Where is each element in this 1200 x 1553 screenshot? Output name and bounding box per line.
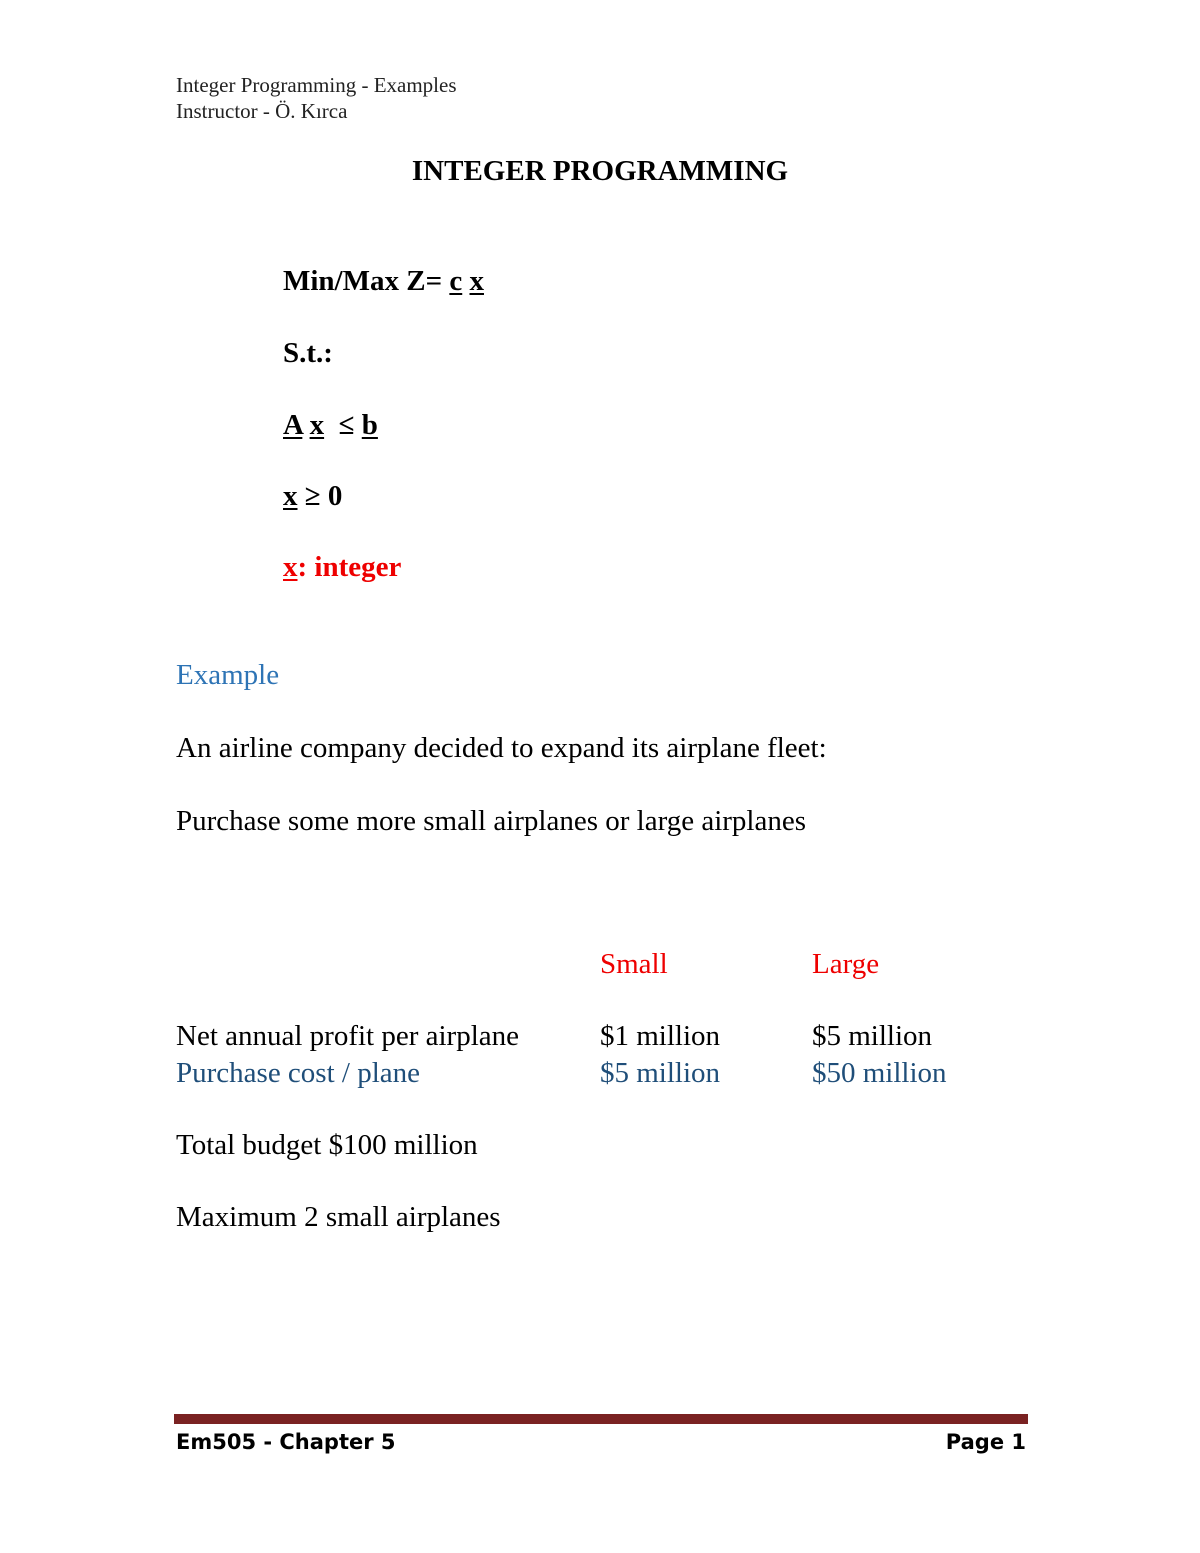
nonneg-relation: ≥ 0 [297,480,343,512]
constraint-relation: ≤ [324,409,362,441]
subject-to-label: S.t.: [283,337,333,369]
nonnegativity-constraint [283,479,342,513]
total-budget: Total budget $100 million [176,1129,478,1161]
table-row-profit-label: Net annual profit per airplane [176,1020,520,1052]
footer-page-number: Page 1 [945,1430,1026,1454]
example-line-1: An airline company decided to expand its airplane fleet: [176,732,827,764]
footer-rule [174,1414,1028,1424]
integer-x-vector: x [283,551,298,583]
max-small-airplanes: Maximum 2 small airplanes [176,1201,501,1233]
objective-x-vector: x [469,265,484,297]
constraint-a-matrix: A [283,409,303,441]
table-row-profit-small: $1 million [600,1020,721,1052]
integer-label: : integer [297,551,402,583]
constraint-ax-le-b [283,408,378,442]
integer-constraint [283,550,401,584]
header-line-2: Instructor - Ö. Kırca [176,99,348,123]
constraint-x-vector: x [309,409,325,441]
table-header-large: Large [812,948,880,980]
example-heading: Example [176,659,280,691]
example-line-2: Purchase some more small airplanes or large airplanes [176,805,806,837]
footer-chapter: Em505 - Chapter 5 [176,1430,396,1454]
table-row-cost-small: $5 million [600,1057,721,1089]
objective-function [283,264,484,298]
table-row-profit-large: $5 million [812,1020,933,1052]
page-title: INTEGER PROGRAMMING [411,155,789,187]
constraint-b-vector: b [361,409,378,441]
table-row-cost-large: $50 million [812,1057,947,1089]
header-line-1: Integer Programming - Examples [176,73,457,97]
objective-prefix: Min/Max Z= [283,265,450,297]
table-header-small: Small [600,948,668,980]
objective-c-vector: c [449,265,463,297]
table-row-cost-label: Purchase cost / plane [176,1057,421,1089]
nonneg-x-vector: x [283,480,298,512]
